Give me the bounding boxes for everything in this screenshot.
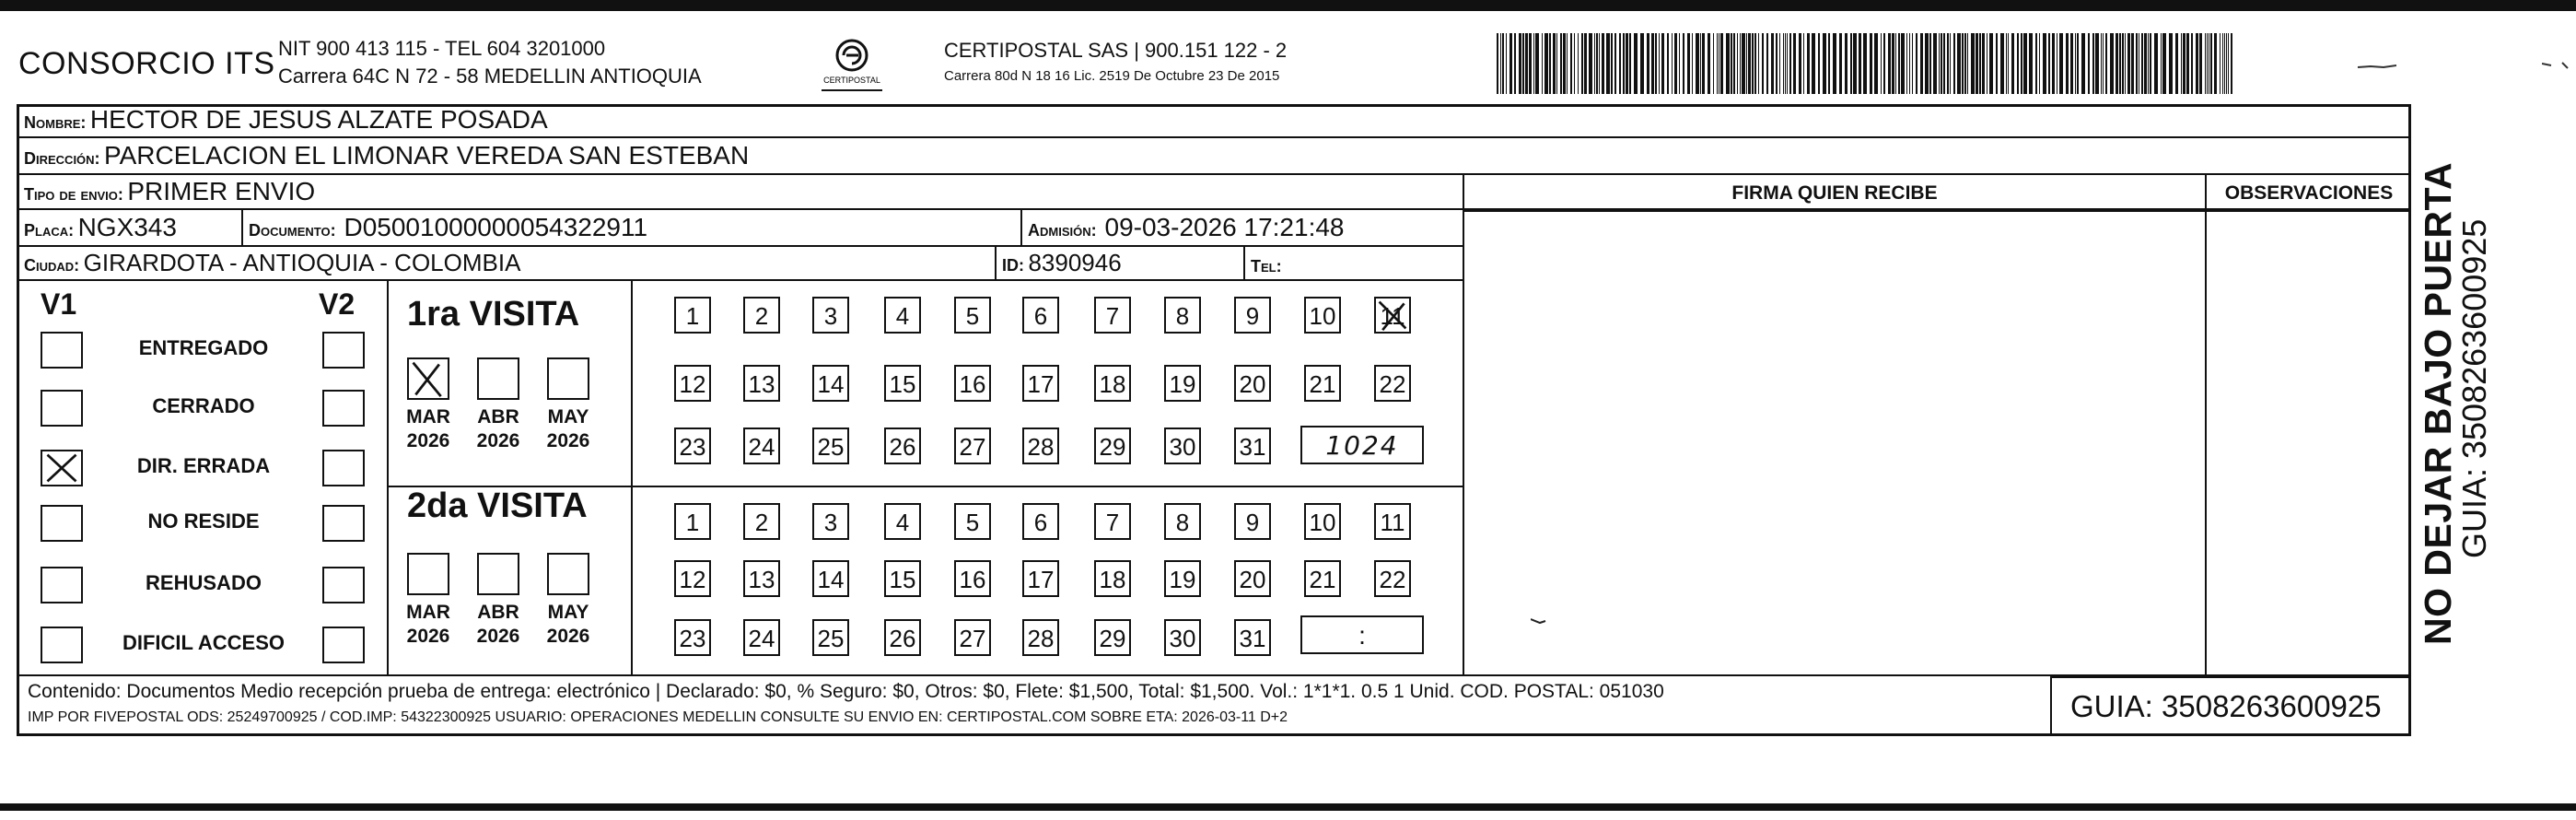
stray-mark xyxy=(1531,617,1547,625)
second-visit-day-7[interactable]: 7 xyxy=(1094,503,1131,540)
reason-label: DIR. ERRADA xyxy=(136,454,271,477)
admission-field xyxy=(1028,213,1345,242)
side-guide-number: GUIA: 3508263600925 xyxy=(2455,218,2493,558)
second-visit-day-10[interactable]: 10 xyxy=(1304,503,1341,540)
first-visit-day-4[interactable]: 4 xyxy=(884,297,921,334)
field-divider xyxy=(1243,245,1245,279)
second-visit-title: 2da VISITA xyxy=(407,486,588,525)
certipostal-logo xyxy=(810,35,893,100)
second-visit-time-box[interactable]: : xyxy=(1300,615,1424,654)
field-label: ID: xyxy=(1002,256,1024,275)
first-visit-day-14[interactable]: 14 xyxy=(812,365,849,402)
first-visit-day-24[interactable]: 24 xyxy=(743,428,780,464)
second-visit-day-26[interactable]: 26 xyxy=(884,619,921,656)
tracking-barcode xyxy=(1497,33,2233,94)
brand-name: CONSORCIO ITS xyxy=(18,46,275,81)
month-name: MAR xyxy=(406,406,450,428)
month-year: 2026 xyxy=(476,430,520,451)
month-year: 2026 xyxy=(406,626,450,647)
second-visit-day-5[interactable]: 5 xyxy=(954,503,991,540)
v2-header: V2 xyxy=(319,287,356,321)
reason-label: CERRADO xyxy=(152,394,255,417)
first-visit-day-27[interactable]: 27 xyxy=(954,428,991,464)
certipostal-license-line: Carrera 80d N 18 16 Lic. 2519 De Octubre 23 De 2015 xyxy=(944,68,1280,84)
city-value: GIRARDOTA - ANTIOQUIA - COLOMBIA xyxy=(83,249,521,276)
first-visit-time-box[interactable]: 1024 xyxy=(1300,426,1424,464)
shipment-type-field xyxy=(24,177,315,206)
month-year: 2026 xyxy=(546,430,590,451)
print-info-line: IMP POR FIVEPOSTAL ODS: 25249700925 / COD.IMP: 54322300925 USUARIO: OPERACIONES MEDELLIN CONSULTE SU ENVIO EN: CERTIPOSTAL.COM SOBRE ETA: 2026-03-11 D+2 xyxy=(28,709,1288,725)
plate-field xyxy=(24,213,177,242)
month-label xyxy=(394,601,462,649)
first-visit-day-7[interactable]: 7 xyxy=(1094,297,1131,334)
first-visit-day-18[interactable]: 18 xyxy=(1094,365,1131,402)
second-visit-day-19[interactable]: 19 xyxy=(1164,560,1201,597)
top-border-line xyxy=(0,0,2576,11)
city-field xyxy=(24,249,520,277)
first-visit-day-20[interactable]: 20 xyxy=(1234,365,1271,402)
month-year: 2026 xyxy=(546,626,590,647)
company-address-line: Carrera 64C N 72 - 58 MEDELLIN ANTIOQUIA xyxy=(278,64,702,88)
month-label xyxy=(394,405,462,453)
contents-line: Contenido: Documentos Medio recepción prueba de entrega: electrónico | Declarado: $0, % Seguro: $0, Otros: $0, Flete: $1,500, Total: $1,500. Vol.: 1*1*1. 0.5 1 Unid. COD. POSTAL: 051030 xyxy=(28,681,1664,702)
first-visit-day-25[interactable]: 25 xyxy=(812,428,849,464)
row-divider xyxy=(17,279,1463,281)
second-visit-day-27[interactable]: 27 xyxy=(954,619,991,656)
first-visit-day-30[interactable]: 30 xyxy=(1164,428,1201,464)
month-label xyxy=(464,405,532,453)
first-visit-day-1[interactable]: 1 xyxy=(674,297,711,334)
first-visit-day-10[interactable]: 10 xyxy=(1304,297,1341,334)
field-divider xyxy=(1020,208,1022,245)
month-name: MAY xyxy=(547,406,589,428)
v2-checkbox[interactable] xyxy=(322,390,365,427)
second-visit-day-14[interactable]: 14 xyxy=(812,560,849,597)
reason-label: NO RESIDE xyxy=(147,510,260,533)
first-visit-day-31[interactable]: 31 xyxy=(1234,428,1271,464)
v1-checkbox[interactable] xyxy=(41,332,83,369)
visit-divider xyxy=(387,279,389,675)
observations-column-header: OBSERVACIONES xyxy=(2224,182,2394,204)
v1-checkbox[interactable] xyxy=(41,390,83,427)
column-divider xyxy=(1463,173,1464,674)
first-visit-day-19[interactable]: 19 xyxy=(1164,365,1201,402)
month-label xyxy=(534,405,602,453)
first-visit-day-8[interactable]: 8 xyxy=(1164,297,1201,334)
second-visit-day-12[interactable]: 12 xyxy=(674,560,711,597)
v2-checkbox[interactable] xyxy=(322,332,365,369)
reason-label: REHUSADO xyxy=(146,571,262,594)
second-visit-day-9[interactable]: 9 xyxy=(1234,503,1271,540)
first-visit-day-3[interactable]: 3 xyxy=(812,297,849,334)
document-field xyxy=(249,213,647,242)
recipient-name: HECTOR DE JESUS ALZATE POSADA xyxy=(89,105,548,134)
reason-label: ENTREGADO xyxy=(138,336,269,359)
second-visit-day-18[interactable]: 18 xyxy=(1094,560,1131,597)
first-visit-day-26[interactable]: 26 xyxy=(884,428,921,464)
recipient-name-field xyxy=(24,105,548,135)
guide-number-box xyxy=(2050,676,2411,736)
second-visit-day-4[interactable]: 4 xyxy=(884,503,921,540)
first-visit-day-16[interactable]: 16 xyxy=(954,365,991,402)
column-divider xyxy=(2205,173,2207,674)
month-label xyxy=(534,601,602,649)
column-header-divider xyxy=(1464,210,2411,212)
field-label: Dirección: xyxy=(24,149,100,168)
v1-header: V1 xyxy=(41,287,77,321)
second-visit-day-28[interactable]: 28 xyxy=(1022,619,1059,656)
v1-checkbox[interactable] xyxy=(41,450,83,486)
first-visit-month-checkbox[interactable] xyxy=(547,357,589,400)
first-visit-day-17[interactable]: 17 xyxy=(1022,365,1059,402)
first-visit-month-checkbox[interactable] xyxy=(477,357,519,400)
row-divider xyxy=(17,173,2411,175)
day-number: 11 xyxy=(1380,302,1405,330)
second-visit-day-21[interactable]: 21 xyxy=(1304,560,1341,597)
first-visit-day-22[interactable]: 22 xyxy=(1374,365,1411,402)
field-label: Placa: xyxy=(24,221,75,240)
field-label: Ciudad: xyxy=(24,256,80,275)
second-visit-day-2[interactable]: 2 xyxy=(743,503,780,540)
v2-checkbox[interactable] xyxy=(322,567,365,603)
second-visit-day-29[interactable]: 29 xyxy=(1094,619,1131,656)
first-visit-day-21[interactable]: 21 xyxy=(1304,365,1341,402)
second-visit-day-25[interactable]: 25 xyxy=(812,619,849,656)
second-visit-day-11[interactable]: 11 xyxy=(1374,503,1411,540)
row-divider xyxy=(17,245,1463,247)
second-visit-day-16[interactable]: 16 xyxy=(954,560,991,597)
second-visit-day-24[interactable]: 24 xyxy=(743,619,780,656)
second-visit-day-3[interactable]: 3 xyxy=(812,503,849,540)
second-visit-day-6[interactable]: 6 xyxy=(1022,503,1059,540)
month-name: ABR xyxy=(477,406,519,428)
second-visit-month-checkbox[interactable] xyxy=(407,553,449,595)
month-name: MAY xyxy=(547,602,589,623)
v1-checkbox[interactable] xyxy=(41,627,83,663)
month-label xyxy=(464,601,532,649)
company-nit-line: NIT 900 413 115 - TEL 604 3201000 xyxy=(278,37,606,60)
first-visit-day-15[interactable]: 15 xyxy=(884,365,921,402)
address-field xyxy=(24,141,749,170)
month-name: ABR xyxy=(477,602,519,623)
bottom-border-line xyxy=(0,803,2576,811)
field-label: Tipo de envio: xyxy=(24,185,123,204)
v2-checkbox[interactable] xyxy=(322,505,365,542)
field-label: Nombre: xyxy=(24,113,87,132)
second-visit-day-22[interactable]: 22 xyxy=(1374,560,1411,597)
first-visit-day-9[interactable]: 9 xyxy=(1234,297,1271,334)
address-value: PARCELACION EL LIMONAR VEREDA SAN ESTEBAN xyxy=(104,141,750,170)
do-not-leave-under-door-warning: NO DEJAR BAJO PUERTA xyxy=(2417,161,2459,645)
field-divider xyxy=(241,208,243,245)
first-visit-day-29[interactable]: 29 xyxy=(1094,428,1131,464)
first-visit-month-checkbox[interactable] xyxy=(407,357,449,400)
document-value: D05001000000054322911 xyxy=(344,213,648,241)
first-visit-title: 1ra VISITA xyxy=(407,295,580,334)
second-visit-month-checkbox[interactable] xyxy=(477,553,519,595)
second-visit-day-13[interactable]: 13 xyxy=(743,560,780,597)
certipostal-nit-line: CERTIPOSTAL SAS | 900.151 122 - 2 xyxy=(944,39,1288,62)
first-visit-day-13[interactable]: 13 xyxy=(743,365,780,402)
first-visit-day-11[interactable] xyxy=(1374,297,1411,334)
id-field xyxy=(1002,249,1122,277)
month-year: 2026 xyxy=(406,430,450,451)
v2-checkbox[interactable] xyxy=(322,450,365,486)
first-visit-day-6[interactable]: 6 xyxy=(1022,297,1059,334)
second-visit-day-20[interactable]: 20 xyxy=(1234,560,1271,597)
second-visit-day-8[interactable]: 8 xyxy=(1164,503,1201,540)
signature-column-header: FIRMA QUIEN RECIBE xyxy=(1731,182,1938,204)
month-year: 2026 xyxy=(476,626,520,647)
id-value: 8390946 xyxy=(1028,249,1122,276)
shipment-type-value: PRIMER ENVIO xyxy=(127,177,316,205)
second-visit-day-23[interactable]: 23 xyxy=(674,619,711,656)
field-label: Admisión: xyxy=(1028,221,1097,240)
field-label: Documento: xyxy=(249,221,336,240)
guide-number: GUIA: 3508263600925 xyxy=(2070,689,2382,723)
field-label: Tel: xyxy=(1251,257,1282,275)
reason-label: DIFICIL ACCESO xyxy=(122,631,285,654)
field-divider xyxy=(995,245,997,279)
second-visit-day-1[interactable]: 1 xyxy=(674,503,711,540)
second-visit-day-31[interactable]: 31 xyxy=(1234,619,1271,656)
scribble-mark xyxy=(2358,63,2396,70)
logo-text: CERTIPOSTAL xyxy=(823,76,880,85)
plate-value: NGX343 xyxy=(77,213,177,241)
row-divider xyxy=(17,136,2411,138)
v1-checkbox[interactable] xyxy=(41,567,83,603)
first-visit-day-23[interactable]: 23 xyxy=(674,428,711,464)
first-visit-day-5[interactable]: 5 xyxy=(954,297,991,334)
second-visit-day-30[interactable]: 30 xyxy=(1164,619,1201,656)
first-visit-day-28[interactable]: 28 xyxy=(1022,428,1059,464)
second-visit-month-checkbox[interactable] xyxy=(547,553,589,595)
tel-field xyxy=(1251,249,1282,278)
v2-checkbox[interactable] xyxy=(322,627,365,663)
scribble-mark xyxy=(2542,61,2570,70)
first-visit-day-12[interactable]: 12 xyxy=(674,365,711,402)
v1-checkbox[interactable] xyxy=(41,505,83,542)
second-visit-day-15[interactable]: 15 xyxy=(884,560,921,597)
second-visit-day-17[interactable]: 17 xyxy=(1022,560,1059,597)
month-name: MAR xyxy=(406,602,450,623)
visit-divider xyxy=(631,279,633,675)
admission-value: 09-03-2026 17:21:48 xyxy=(1104,213,1345,241)
first-visit-day-2[interactable]: 2 xyxy=(743,297,780,334)
